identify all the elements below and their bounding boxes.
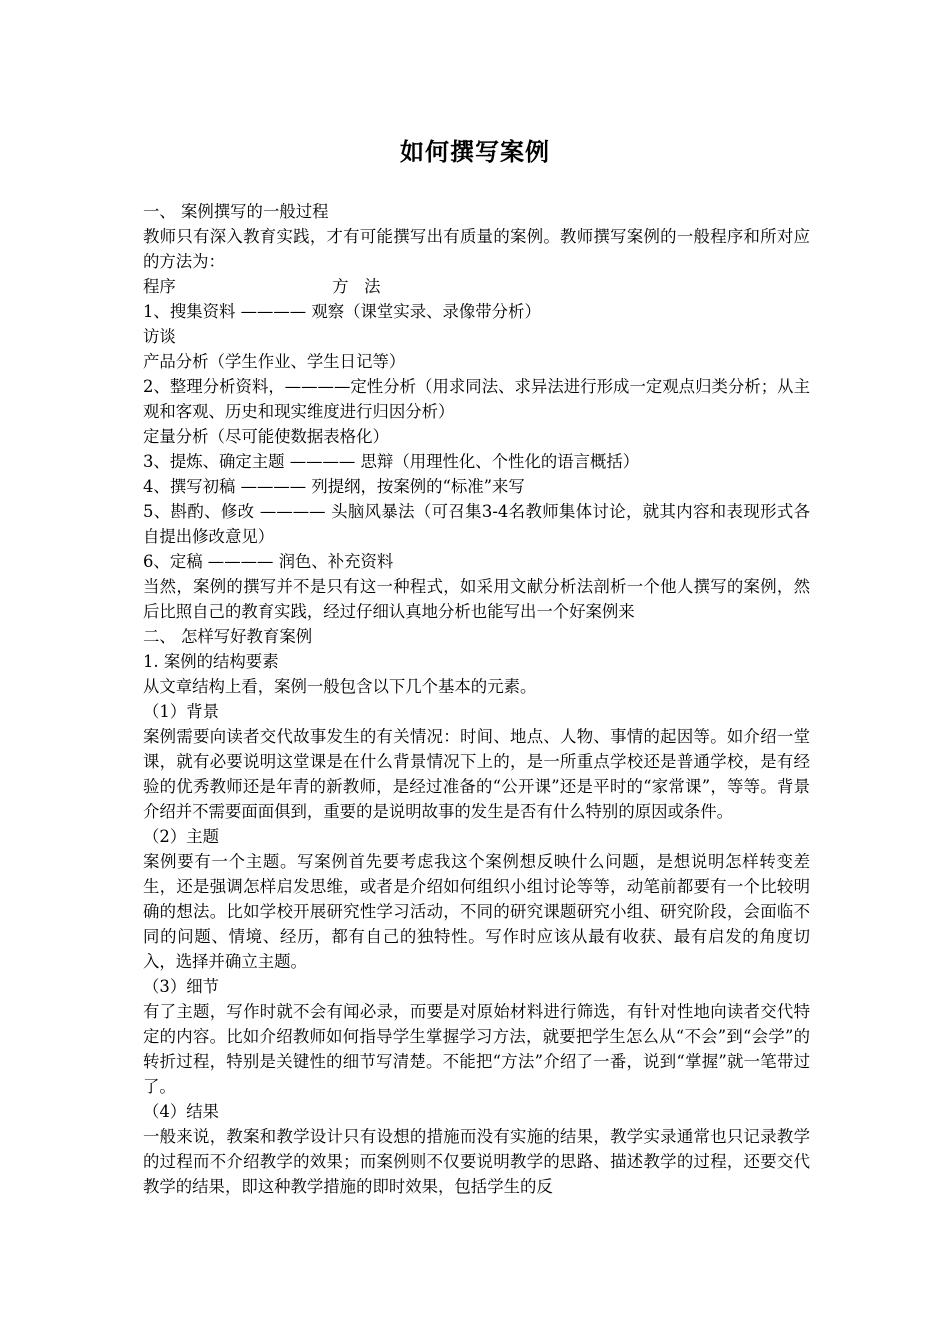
item-heading-result: （4）结果 (143, 1102, 219, 1121)
item-heading-background: （1）背景 (143, 702, 219, 721)
step-6: 6、定稿 ———— 润色、补充资料 (143, 552, 394, 571)
paragraph-result: 一般来说，教案和教学设计只有设想的措施而没有实施的结果，教学实录通常也只记录教学的过程而不介绍教学的效果；而案例则不仅要说明教学的思路、描述教学的过程，还要交代教学的结果，即这种教学措施的即时效果，包括学生的反 (143, 1127, 810, 1196)
step-3: 3、提炼、确定主题 ———— 思辩（用理性化、个性化的语言概括） (143, 452, 640, 471)
item-heading-detail: （3）细节 (143, 977, 219, 996)
step-1-method-interview: 访谈 (143, 327, 176, 346)
step-4: 4、撰写初稿 ———— 列提纲，按案例的“标准”来写 (143, 477, 525, 496)
procedure-header: 程序 方 法 (143, 277, 381, 296)
subsection-heading-1: 1. 案例的结构要素 (143, 652, 279, 671)
paragraph-background: 案例需要向读者交代故事发生的有关情况：时间、地点、人物、事情的起因等。如介绍一堂课，就有必要说明这堂课是在什么背景情况下上的，是一所重点学校还是普通学校，是有经验的优秀教师还是年青的新教师，是经过准备的“公开课”还是平时的“家常课”，等等。背景介绍并不需要面面俱到，重要的是说明故事的发生是否有什么特别的原因或条件。 (143, 727, 810, 821)
section-heading-2: 二、 怎样写好教育案例 (143, 627, 313, 646)
step-1-method-product: 产品分析（学生作业、学生日记等） (143, 352, 406, 371)
document-body (143, 199, 810, 1199)
item-heading-theme: （2）主题 (143, 827, 219, 846)
paragraph-alternative: 当然，案例的撰写并不是只有这一种程式，如采用文献分析法剖析一个他人撰写的案例，然后比照自己的教育实践，经过仔细认真地分析也能写出一个好案例来 (143, 577, 810, 621)
document-title: 如何撰写案例 (400, 138, 550, 166)
step-2-method-quantitative: 定量分析（尽可能使数据表格化） (143, 427, 389, 446)
step-5: 5、斟酌、修改 ———— 头脑风暴法（可召集3-4名教师集体讨论，就其内容和表现形式各自提出修改意见） (143, 502, 810, 546)
section-heading-1: 一、 案例撰写的一般过程 (143, 202, 329, 221)
paragraph-detail: 有了主题，写作时就不会有闻必录，而要是对原始材料进行筛选，有针对性地向读者交代特定的内容。比如介绍教师如何指导学生掌握学习方法，就要把学生怎么从“不会”到“会学”的转折过程，特别是关键性的细节写清楚。不能把“方法”介绍了一番，说到“掌握”就一笔带过了。 (143, 1002, 810, 1096)
paragraph-intro: 教师只有深入教育实践，才有可能撰写出有质量的案例。教师撰写案例的一般程序和所对应的方法为： (143, 227, 810, 271)
paragraph-structure: 从文章结构上看，案例一般包含以下几个基本的元素。 (143, 677, 537, 696)
step-2: 2、整理分析资料，————定性分析（用求同法、求异法进行形成一定观点归类分析；从主观和客观、历史和现实维度进行归因分析） (143, 377, 810, 421)
step-1: 1、搜集资料 ———— 观察（课堂实录、录像带分析） (143, 302, 541, 321)
paragraph-theme: 案例要有一个主题。写案例首先要考虑我这个案例想反映什么问题，是想说明怎样转变差生，还是强调怎样启发思维，或者是介绍如何组织小组讨论等等，动笔前都要有一个比较明确的想法。比如学校开展研究性学习活动，不同的研究课题研究小组、研究阶段，会面临不同的问题、情境、经历，都有自己的独特性。写作时应该从最有收获、最有启发的角度切入，选择并确立主题。 (143, 852, 810, 971)
